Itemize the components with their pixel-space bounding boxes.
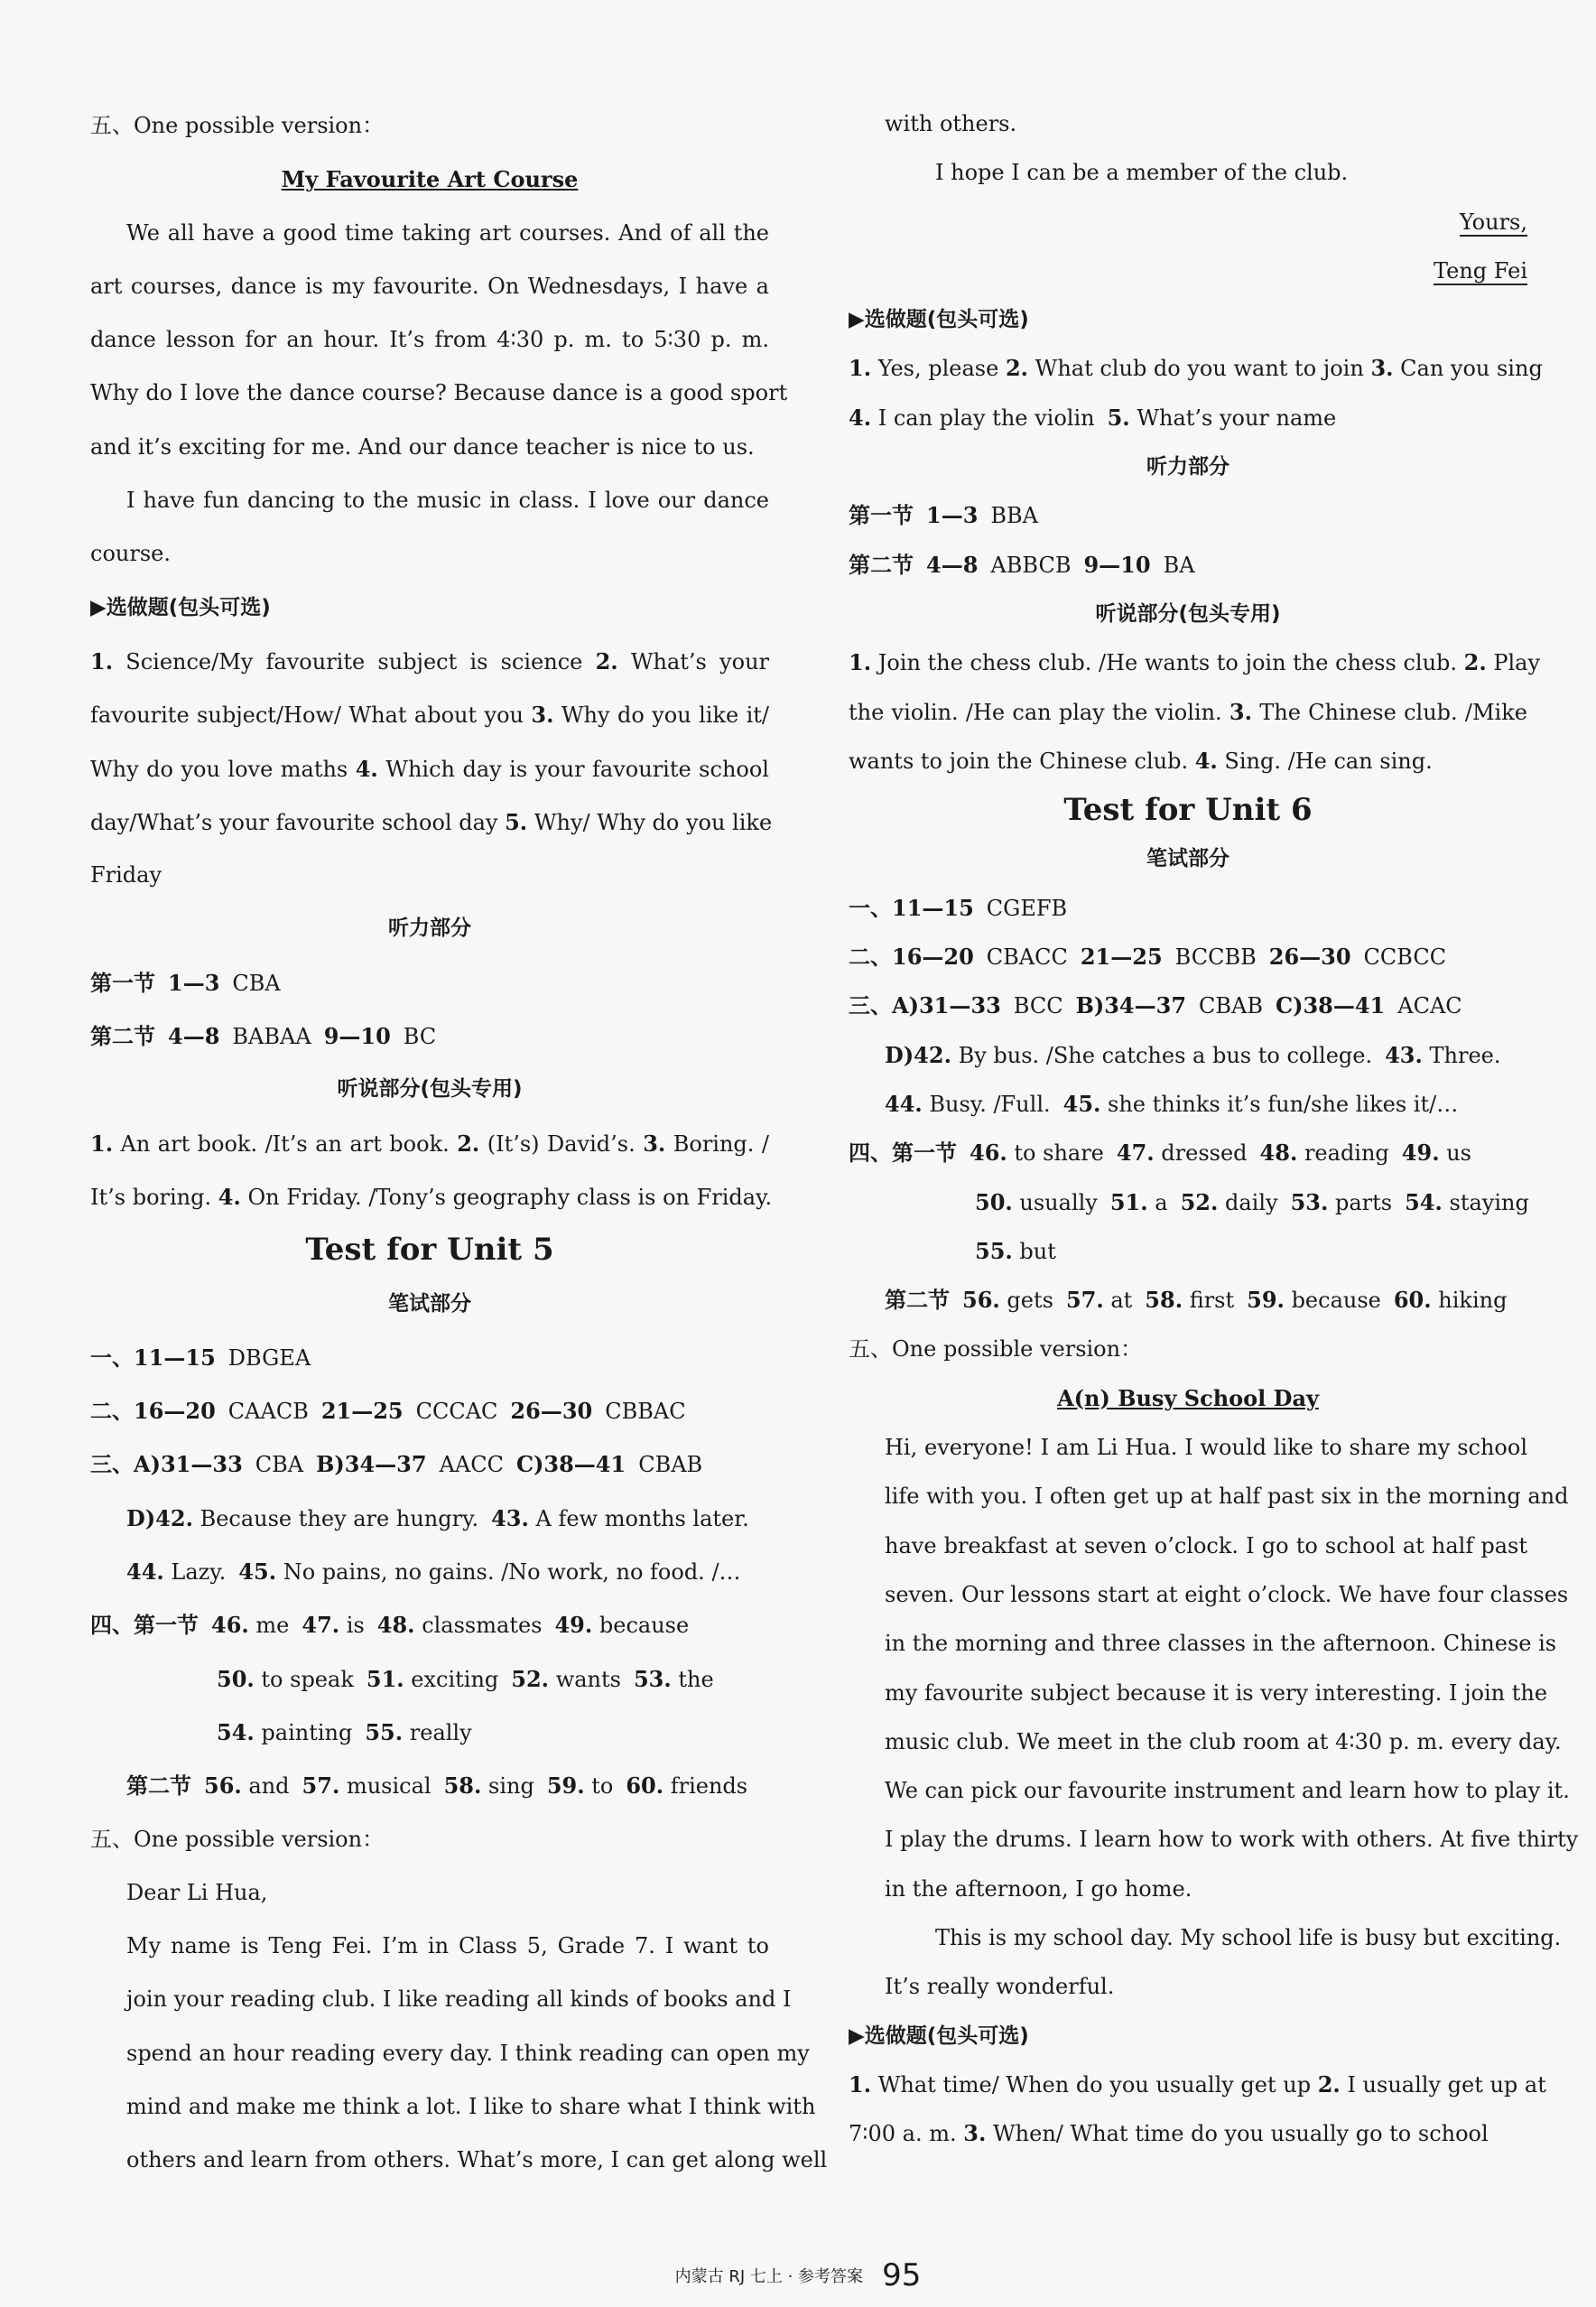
written-heading: 笔试部分 — [1146, 847, 1229, 871]
essay-line: This is my school day. My school life is busy but exciting. — [935, 1924, 1562, 1950]
answer-line: 四、第一节 46. me 47. is 48. classmates 49. because — [90, 1612, 690, 1639]
footer-label: 内蒙古 RJ 七上 · 参考答案 — [674, 2267, 864, 2286]
letter-line: mind and make me think a lot. I like to share what I think with — [126, 2093, 816, 2119]
essay-line: course. — [90, 541, 171, 567]
answer-line: Friday — [90, 862, 162, 888]
answer-line: favourite subject/How/ What about you 3. Why do you like it/ — [90, 702, 769, 729]
answer-line: 第二节 56. and 57. musical 58. sing 59. to 60. friends — [126, 1772, 748, 1800]
left-column — [90, 99, 828, 2188]
answer-line: 第一节 1—3 CBA — [90, 969, 281, 996]
answer-line: 二、16—20 CBACC 21—25 BCCBB 26—30 CCBCC — [849, 944, 1447, 971]
test-unit-5-title: Test for Unit 5 — [305, 1232, 554, 1269]
answer-line: 50. to speak 51. exciting 52. wants 53. the — [217, 1665, 714, 1692]
section-five-label: 五、One possible version： — [90, 113, 385, 138]
letter-line: others and learn from others. What’s more, I can get along well — [126, 2147, 828, 2173]
essay-line: We can pick our favourite instrument and learn how to play it. — [885, 1778, 1570, 1804]
answer-line: the violin. /He can play the violin. 3. The Chinese club. /Mike — [849, 698, 1527, 725]
letter-line: with others. — [885, 111, 1017, 136]
answer-line: 1. Yes, please 2. What club do you want to join 3. Can you sing — [849, 355, 1543, 382]
letter-line: My name is Teng Fei. I’m in Class 5, Grade 7. I want to — [126, 1933, 769, 1959]
answer-line: D)42. Because they are hungry. 43. A few months later. — [126, 1504, 749, 1531]
page-number: 95 — [882, 2257, 922, 2293]
answer-line: 1. Join the chess club. /He wants to join the chess club. 2. Play — [849, 649, 1541, 676]
essay-line: Hi, everyone! I am Li Hua. I would like to share my school — [885, 1435, 1527, 1461]
essay-line: dance lesson for an hour. It’s from 4∶30 p. m. to 5∶30 p. m. — [90, 327, 769, 353]
test-unit-6-title: Test for Unit 6 — [1063, 792, 1313, 829]
answer-line: 50. usually 51. a 52. daily 53. parts 54. staying — [975, 1188, 1529, 1215]
answer-line: wants to join the Chinese club. 4. Sing. /He can sing. — [849, 747, 1433, 774]
answer-line: 55. but — [975, 1237, 1056, 1264]
speaking-heading: 听说部分(包头专用) — [337, 1077, 523, 1102]
letter-line: spend an hour reading every day. I think reading can open my — [126, 2040, 810, 2066]
essay-line: life with you. I often get up at half past six in the morning and — [885, 1484, 1569, 1510]
letter-line: join your reading club. I like reading all kinds of books and I — [126, 1986, 792, 2013]
answer-line: 第一节 1—3 BBA — [849, 502, 1039, 529]
essay-line: my favourite subject because it is very interesting. I join the — [885, 1679, 1548, 1706]
essay-line: in the afternoon, I go home. — [885, 1875, 1192, 1902]
essay-line: art courses, dance is my favourite. On Wednesdays, I have a — [90, 273, 769, 299]
answer-line: 1. An art book. /It’s an art book. 2. (It’s) David’s. 3. Boring. / — [90, 1130, 769, 1157]
optional-heading: ▶选做题(包头可选) — [90, 595, 271, 619]
answer-line: D)42. By bus. /She catches a bus to college. 43. Three. — [885, 1041, 1501, 1068]
essay-line: have breakfast at seven o’clock. I go to school at half past — [885, 1532, 1527, 1558]
answer-line: 54. painting 55. really — [217, 1718, 472, 1745]
letter-line: I hope I can be a member of the club. — [935, 160, 1349, 186]
essay-line: Why do I love the dance course? Because dance is a good sport — [90, 380, 788, 406]
essay-line: It’s really wonderful. — [885, 1974, 1115, 2000]
answer-line: 44. Lazy. 45. No pains, no gains. /No work, no food. /… — [126, 1558, 741, 1586]
answer-line: It’s boring. 4. On Friday. /Tony’s geography class is on Friday. — [90, 1183, 773, 1210]
letter-closing: Yours, — [1459, 209, 1527, 235]
answer-line: 1. What time/ When do you usually get up 2. I usually get up at — [849, 2070, 1546, 2098]
written-heading: 笔试部分 — [388, 1291, 471, 1316]
answer-line: 四、第一节 46. to share 47. dressed 48. reading 49. us — [849, 1140, 1471, 1167]
essay-line: and it’s exciting for me. And our dance teacher is nice to us. — [90, 433, 755, 460]
answer-line: 第二节 4—8 BABAA 9—10 BC — [90, 1023, 437, 1050]
essay-title: My Favourite Art Course — [281, 166, 579, 193]
essay-line: music club. We meet in the club room at 4∶30 p. m. every day. — [885, 1728, 1562, 1754]
optional-heading: ▶选做题(包头可选) — [849, 308, 1029, 332]
speaking-heading: 听说部分(包头专用) — [1095, 601, 1281, 626]
listening-heading: 听力部分 — [388, 916, 471, 941]
answer-line: 三、A)31—33 CBA B)34—37 AACC C)38—41 CBAB — [90, 1451, 703, 1478]
essay-line: We all have a good time taking art courses. And of all the — [126, 219, 769, 246]
letter-greeting: Dear Li Hua, — [126, 1879, 268, 1905]
answer-line: 44. Busy. /Full. 45. she thinks it’s fun/she likes it/… — [885, 1090, 1459, 1117]
optional-heading: ▶选做题(包头可选) — [849, 2023, 1029, 2048]
section-five-label: 五、One possible version： — [849, 1336, 1143, 1363]
answer-line: Why do you love maths 4. Which day is your favourite school — [90, 755, 769, 782]
section-five-label: 五、One possible version： — [90, 1826, 385, 1852]
answer-line: 第二节 56. gets 57. at 58. first 59. because 60. hiking — [885, 1287, 1508, 1314]
answer-line: day/What’s your favourite school day 5. Why/ Why do you like — [90, 808, 773, 835]
answer-line: 二、16—20 CAACB 21—25 CCCAC 26—30 CBBAC — [90, 1398, 686, 1425]
answer-line: 1. Science/My favourite subject is science 2. What’s your — [90, 647, 769, 674]
answer-line: 一、11—15 CGEFB — [849, 894, 1068, 921]
right-column — [849, 99, 1579, 2158]
page-footer — [0, 2257, 1596, 2293]
answer-line: 7∶00 a. m. 3. When/ What time do you usually go to school — [849, 2120, 1489, 2147]
answer-line: 4. I can play the violin 5. What’s your name — [849, 404, 1337, 431]
letter-signature: Teng Fei — [1433, 257, 1527, 284]
answer-line: 一、11—15 DBGEA — [90, 1344, 311, 1371]
listening-heading: 听力部分 — [1146, 455, 1229, 479]
essay-line: seven. Our lessons start at eight o’clock. We have four classes — [885, 1581, 1569, 1607]
essay-line: I have fun dancing to the music in class. I love our dance — [126, 488, 769, 514]
answer-line: 第二节 4—8 ABBCB 9—10 BA — [849, 551, 1195, 578]
essay-line: in the morning and three classes in the afternoon. Chinese is — [885, 1631, 1557, 1657]
answer-line: 三、A)31—33 BCC B)34—37 CBAB C)38—41 ACAC — [849, 992, 1462, 1019]
essay-line: I play the drums. I learn how to work with others. At five thirty — [885, 1827, 1579, 1853]
essay-title: A(n) Busy School Day — [1057, 1384, 1319, 1411]
